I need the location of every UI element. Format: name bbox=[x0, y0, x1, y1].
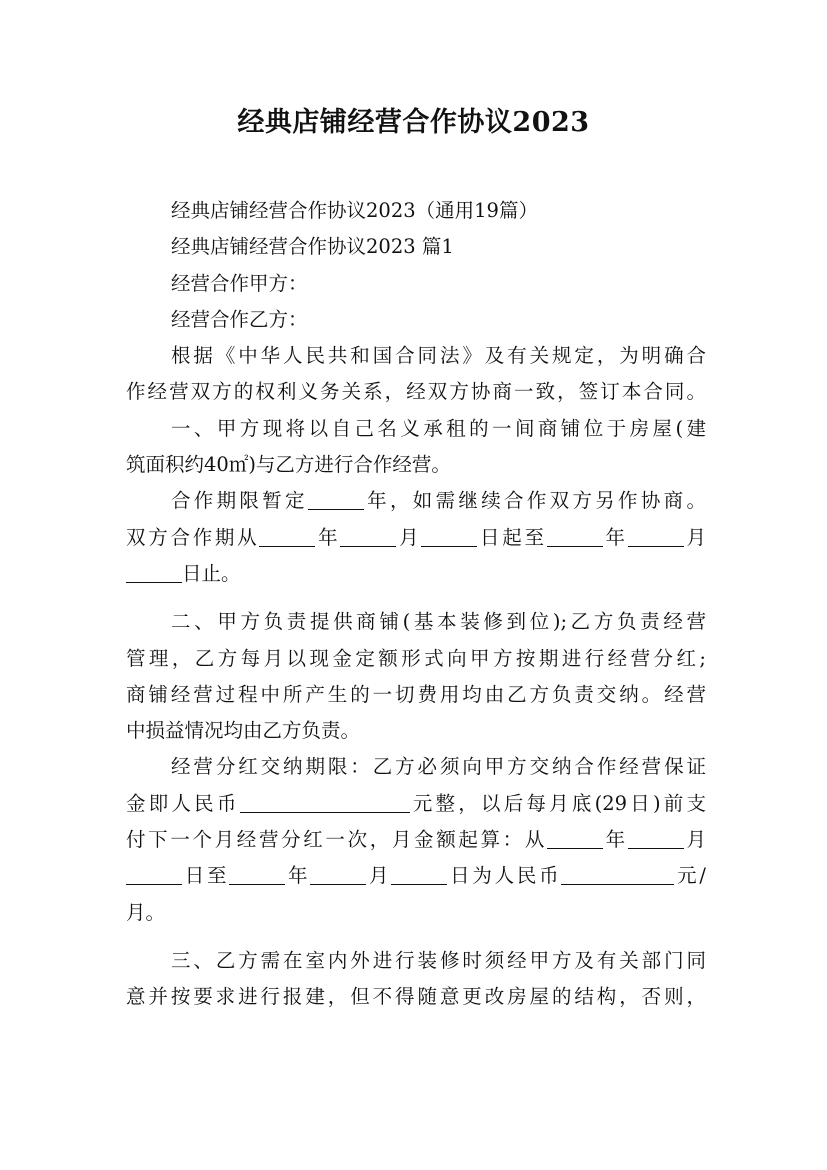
paragraph-line: 根据《中华人民共和国合同法》及有关规定，为明确合 bbox=[171, 344, 706, 368]
paragraph-line: 月。 bbox=[126, 900, 166, 924]
blank-underline bbox=[628, 826, 684, 849]
section-heading: 经典店铺经营合作协议2023 篇1 bbox=[171, 235, 454, 259]
text-segment: 合作期限暂定 bbox=[171, 489, 308, 513]
paragraph-line: 作经营双方的权利义务关系，经双方协商一致，签订本合同。 bbox=[126, 380, 706, 404]
text-segment: 年，如需继续合作双方另作协商。 bbox=[363, 489, 706, 513]
blank-underline bbox=[259, 524, 315, 547]
blank-underline bbox=[421, 524, 477, 547]
text-segment: 月 bbox=[683, 828, 706, 852]
text-segment: 年 bbox=[285, 864, 311, 888]
paragraph-line bbox=[126, 520, 706, 556]
text-segment: 元/ bbox=[674, 864, 706, 888]
text-segment: 金即人民币 bbox=[126, 791, 240, 815]
paragraph-line: 管理，乙方每月以现金定额形式向甲方按期进行经营分红; bbox=[126, 646, 706, 670]
text-segment: 月 bbox=[366, 864, 392, 888]
paragraph-line bbox=[126, 858, 706, 894]
text-segment: 月 bbox=[683, 525, 706, 549]
paragraph-line: 三、乙方需在室内外进行装修时须经甲方及有关部门同 bbox=[171, 948, 706, 972]
party-a-line: 经营合作甲方： bbox=[171, 271, 308, 295]
paragraph-line bbox=[126, 483, 706, 519]
document-title: 经典店铺经营合作协议2023 bbox=[237, 107, 590, 138]
paragraph-line: 二、甲方负责提供商铺(基本装修到位);乙方负责经营 bbox=[171, 610, 706, 634]
paragraph-line: 筑面积约40㎡)与乙方进行合作经营。 bbox=[126, 453, 451, 477]
paragraph-line bbox=[126, 556, 706, 592]
blank-underline bbox=[547, 826, 603, 849]
paragraph-line: 意并按要求进行报建，但不得随意更改房屋的结构，否则， bbox=[126, 985, 706, 1009]
paragraph-gap bbox=[126, 931, 706, 943]
text-segment: 年 bbox=[602, 525, 628, 549]
party-b-line: 经营合作乙方： bbox=[171, 307, 308, 331]
text-segment: 日起至 bbox=[477, 525, 547, 549]
text-segment: 年 bbox=[315, 525, 341, 549]
blank-underline bbox=[628, 524, 684, 547]
text-segment: 日为人民币 bbox=[447, 864, 562, 888]
text-segment: 年 bbox=[602, 828, 628, 852]
text-segment: 双方合作期从 bbox=[126, 525, 260, 549]
blank-underline bbox=[229, 862, 285, 885]
paragraph-line: 经营分红交纳期限：乙方必须向甲方交纳合作经营保证 bbox=[171, 755, 706, 779]
text-segment: 日止。 bbox=[182, 561, 241, 585]
text-segment: 月 bbox=[396, 525, 422, 549]
blank-underline bbox=[308, 487, 364, 510]
text-segment: 元整，以后每月底(29日)前支 bbox=[409, 791, 706, 815]
blank-underline bbox=[126, 560, 182, 583]
text-segment: 日至 bbox=[182, 864, 230, 888]
paragraph-line: 一、甲方现将以自己名义承租的一间商铺位于房屋(建 bbox=[171, 416, 706, 440]
text-segment: 付下一个月经营分红一次，月金额起算：从 bbox=[126, 828, 547, 852]
blank-underline bbox=[547, 524, 603, 547]
paragraph-line: 商铺经营过程中所产生的一切费用均由乙方负责交纳。经营 bbox=[126, 682, 706, 706]
paragraph-gap bbox=[126, 592, 706, 604]
paragraph-line bbox=[126, 822, 706, 858]
blank-underline bbox=[310, 862, 366, 885]
blank-underline bbox=[240, 790, 410, 813]
paragraph-line: 中损益情况均由乙方负责。 bbox=[126, 719, 361, 743]
blank-underline bbox=[391, 862, 447, 885]
subtitle-line: 经典店铺经营合作协议2023（通用19篇） bbox=[171, 199, 538, 222]
paragraph-line bbox=[126, 786, 706, 822]
blank-underline bbox=[561, 862, 674, 885]
blank-underline bbox=[126, 862, 182, 885]
document-body bbox=[126, 193, 706, 1016]
blank-underline bbox=[340, 524, 396, 547]
